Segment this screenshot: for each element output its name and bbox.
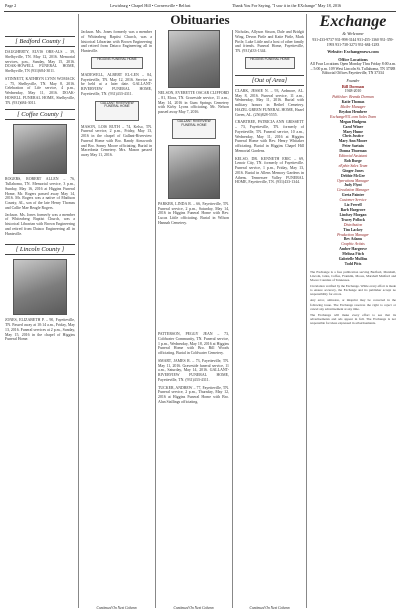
gallant-riverview-logo: GALLANT RIVERVIEW FUNERAL HOME: [95, 101, 139, 121]
portrait-photo: [168, 30, 220, 88]
publication-rule: Any error, omission, or misprint may be corrected in the following issue. The Exchange reserves the right to reject or cancel any advertisement at any time.: [310, 298, 396, 311]
staff-entry: Mary Ann Moore: [338, 139, 368, 144]
staff-entry: Debbie McGee: [341, 173, 365, 178]
staff-entry: Gabrielle Mullins: [338, 257, 368, 262]
exchange-masthead: [310, 13, 396, 610]
staff-entry: Lindsey Morgan: [339, 212, 367, 217]
staff-entry: Tracey Pollock: [340, 217, 366, 222]
staff-entry: Graphic Artists: [341, 242, 365, 247]
staff-entry: Mailer Manager: [340, 104, 366, 109]
staff-entry: Greta Painter: [341, 193, 365, 198]
staff-entry: Circulation Manager: [336, 188, 370, 193]
obit-daugherty: DAUGHERTY, ELVIS ORE-ALS – 39, Shelbyville, TN. May 12, 2016. Memorial services, p.m., Sunday, May 15, 2016. DOAK-HOWELL FUNERAL HOME, Shelbyville, TN (931)684-3011.: [5, 50, 75, 73]
obit-jones-cont: Jackson. Ms. Jones formerly was a member of Whiteaberg Baptist Church, was a historical Librarian with Brown Engineering and retired from Dataco Engineering all in Huntsville.: [81, 30, 152, 53]
staff-entry: Carol Winer: [342, 124, 364, 129]
staff-entry: Exchange931.com Sales Team: [330, 114, 376, 119]
staff-entry: eEphin Sales Team: [338, 163, 368, 168]
staff-entry: Production Manager: [337, 232, 369, 237]
obit-clark: CLARK, JESSIE N. – 93, Ardmore, AL. May 8, 2016. Funeral service, 11 a.m., Wednesday, May 11, 2016. Burial with military honors in Bethel Cemetery. HAZEL GREEN FUNERAL HOME, Hazel Green, AL. (256)828-5555.: [235, 88, 304, 117]
column-2: [81, 30, 152, 610]
phone-numbers: 931-433-9737 931-998-3144 931-455-1360 931-359-1993 931-738-3273 931-684-1283: [312, 38, 394, 47]
center-column-obits: [158, 332, 229, 592]
staff-entry: Melissa Fitch: [342, 252, 364, 257]
obit-madewell: MADEWELL, ALBERT EL-LEN – 84, Fayetteville, TN. May 12, 2016. Service to be held at a later date. GALLANT-RIVERVIEW FUNERAL HOME, Fayetteville, TN. (931)433-4311.: [81, 72, 152, 96]
staff-list: [310, 95, 396, 267]
obit-nicholas: Nicholas, Allyson Sisson, Dale and Bridgit Wing, Devon Pirtle and Katie Pirtle, Mark Pirtle, Luke Little and a host of other family and friends. Funeral Home, Fayetteville, TN. (931)433-1344.: [235, 30, 304, 53]
staff-entry: Mary Hume: [343, 129, 363, 134]
publication-rule: Circulation verified by the Exchange. While every effort is made to ensure accuracy, the Exchange and its publisher accept no responsibility for errors.: [310, 284, 396, 297]
staff-entry: Bev Adams: [343, 237, 363, 242]
obit-kelso: KELSO, DR. KENNETH ERIC – 69, Lenoir City, TN. formerly of Fayetteville. Funeral service, 1 p.m., Friday, May 13, 2016. Burial in Allens Memory Gardens in Athens. Tennessee Valley FUNERAL HOME, Fayetteville, TN. (931)433-1344.: [235, 156, 304, 185]
county-header-lincoln: [ Lincoln County ]: [5, 244, 75, 255]
column-4: [235, 30, 304, 610]
column-rule: [232, 30, 233, 608]
staff-entry: Barb Hargrove: [340, 208, 366, 212]
exchange-subtitle: & Welcome: [342, 31, 364, 36]
staff-entry: Ginger Jones: [342, 168, 364, 173]
publication-rule: The Exchange will make every effort to see that its advertisements and ads appear in full. The Exchange is not responsible for ideas expressed in advertisements.: [310, 312, 396, 325]
portrait-photo: [13, 124, 67, 174]
column-1: [5, 14, 75, 610]
column-rule: [155, 30, 156, 608]
staff-entry: Amber Hargrove: [339, 247, 367, 252]
staff-entry: Distribution: [343, 222, 363, 227]
staff-entry: Operations Manager: [337, 178, 369, 183]
staff-entry: Megan Hudgens: [339, 119, 367, 124]
gallant-riverview-logo: GALLANT RIVERVIEW FUNERAL HOME: [172, 119, 216, 139]
staff-entry: Katie Thomas: [341, 100, 365, 105]
column-rule: [306, 14, 307, 608]
publication-rules: [310, 270, 396, 325]
staff-entry: Customer Service: [339, 198, 367, 203]
higgins-funeral-logo: HIGGINS FUNERAL HOME: [245, 57, 295, 69]
founder-label: Founder: [346, 78, 360, 83]
founder-years: 1948-2010: [344, 88, 362, 93]
staff-entry: Peter Sartain: [342, 144, 364, 149]
continued-label: Continued On Next Column: [96, 606, 137, 610]
portrait-photo: [13, 259, 67, 315]
obit-rogers-more: Jackson. Ms. Jones formerly was a member of Whiteaberg Baptist Church, was a historical Librarian with Brown Engineering and retired from Dataco Engineering all in Huntsville.: [5, 212, 75, 236]
office-locations-title: Office Locations: [338, 57, 368, 63]
obit-rogers: ROGERS, ROBERT ALLEN – 76, Tullahoma, TN. Memorial service, 3 p.m., Sunday, May 16, 2016 at Higgins Funeral Home, Mr. Rogers passed away May 14, 2016. Mr. Rogers was a native of Madison County, AL, son of the late Henry Thomas and Callie Mae Beagle Rogers.: [5, 177, 75, 210]
obit-jones: JONES, ELIZABETH P. – 90, Fayetteville, TN. Passed away at 10:14 a.m., Friday, May 13, 2016. Funeral services at 2 p.m., Sunday, May 15, 2016 in the chapel of Higgins Funeral Home.: [5, 318, 75, 342]
county-header-bedford: [ Bedford County ]: [5, 36, 75, 47]
staff-entry: Chris Justice: [342, 134, 364, 139]
obit-tucker: TUCKER, ANDREW – 77, Fayetteville, TN. Funeral service, 2 p.m., Thursday, May 12, 2016 at Higgins Funeral Home with Bro. Alan Stallings officiating.: [158, 385, 229, 404]
obit-crabtree: CRABTREE, PATRICIA ANN GRISSETT – 73, Fayetteville, TN. formerly of Fayetteville, TN. Funeral service, 10 a.m., Wednesday, May 11, 2016 at Higgins Funeral Home with Rev. Henry Whitaker officiating. Burial in Higgins Chapel Hill Memorial Gardens.: [235, 120, 304, 153]
staff-entry: Editorial Assistant: [338, 154, 368, 159]
website[interactable]: Website: Exchangenews.com: [327, 49, 379, 55]
obit-smart: SMART, JAMES R. – 73, Fayetteville, TN. May 11, 2016. Graveside funeral service, 11 a.m., Saturday, May 14, 2016. GALLANT-RIVERVIEW FUNERAL HOME, Fayetteville, TN. (931)433-4311.: [158, 358, 229, 382]
staff-entry: Todd Pitts: [344, 261, 362, 266]
county-header-coffee: [ Coffee County ]: [5, 109, 75, 120]
staff-entry: Judy Flynt: [344, 183, 362, 188]
obituaries-title: Obituaries: [170, 12, 230, 27]
paper-locations: Lewisburg • Chapel Hill • Cornersville • Belfast: [110, 3, 191, 8]
staff-entry: Donna Thurman: [339, 149, 367, 154]
page-number: Page 2: [5, 3, 17, 8]
staff-entry: Brydon Hembree: [338, 109, 368, 114]
exchange-logo: Exchange: [319, 13, 387, 30]
continued-label: Continued On Next Column: [249, 606, 290, 610]
obit-mason: MASON, LOIS RUTH – 74, Kelso, TN. Funeral service, 2 p.m., Friday, May 13, 2016 in the chapel of Gallant-Riverview Funeral Home with Bro. Randy Ainsworth and Bro. Sonny Moore officiating. Burial in Macedonia Cemetery. Mrs. Mason passed away May 11, 2016.: [81, 124, 152, 157]
column-rule: [78, 14, 79, 608]
county-header-out-of-area: [Out of Area]: [235, 75, 304, 86]
staff-entry: Tim Lackey: [343, 227, 363, 232]
continued-label: Continued On Next Column: [173, 606, 214, 610]
staff-entry: Publisher: Brenda Dorman: [332, 95, 374, 100]
portrait-photo: [168, 145, 220, 199]
header-tagline: Thank You For Saying, "I saw it in the EXchange" May 18, 2016: [232, 3, 342, 8]
obit-patterson: PATTERSON, PEGGY JEAN – 73, Coldwater Community, TN. Funeral service, 1 p.m., Wednesday, May 18, 2016 at Higgins Funeral Home with Bro. Bill Woods officiating. Burial in Coldwater Cemetery.: [158, 332, 229, 355]
staff-entry: Liz Ferrell: [344, 203, 362, 208]
publication-rule: The Exchange is a free publication serving Bedford, Marshall, Lincoln, Giles, Coffee, Franklin, Moore, Marshall Mulford and Moore Counties of Tennessee.: [310, 269, 396, 283]
staff-entry: Bob Burge: [344, 158, 362, 163]
higgins-funeral-logo: HIGGINS FUNERAL HOME: [91, 57, 143, 69]
founder-name: Bill Dorman: [341, 83, 365, 89]
office-hours: All Four Locations Open Monday Thru Friday 8:00 a.m. – 5:00 p.m. 109 West Lincoln St. Tullahoma, TN 37388 Editorial Offices Fayetteville, TN 37334: [310, 62, 396, 76]
obit-nelson: NELSON, EVERETTE OSCAR CLIFFORD – 81, Elora, TN. Graveside service, 11 a.m., May 14, 2016 in Gum Springs Cemetery with Kirby Lyons officiating. Mr. Nelson passed away May 7, 2016.: [158, 91, 229, 114]
obit-stinnett: STINNETT, KATHRYN LYNN WOMACK – 75, Shelbyville, TN. May 8, 2016. Celebration of Life service, 4 p.m., Wednesday, May 11, 2016. DOAK-HOWELL FUNERAL HOME, Shelbyville, TN. (931)684-3011.: [5, 76, 75, 105]
obit-parker: PARKER, LINDA R. – 66, Fayetteville, TN. Funeral service, 2 p.m., Saturday, May 14, 2016 in Higgins Funeral Home with Rev. Lucas Little officiating. Burial in Wilson Hannah Cemetery.: [158, 201, 229, 225]
